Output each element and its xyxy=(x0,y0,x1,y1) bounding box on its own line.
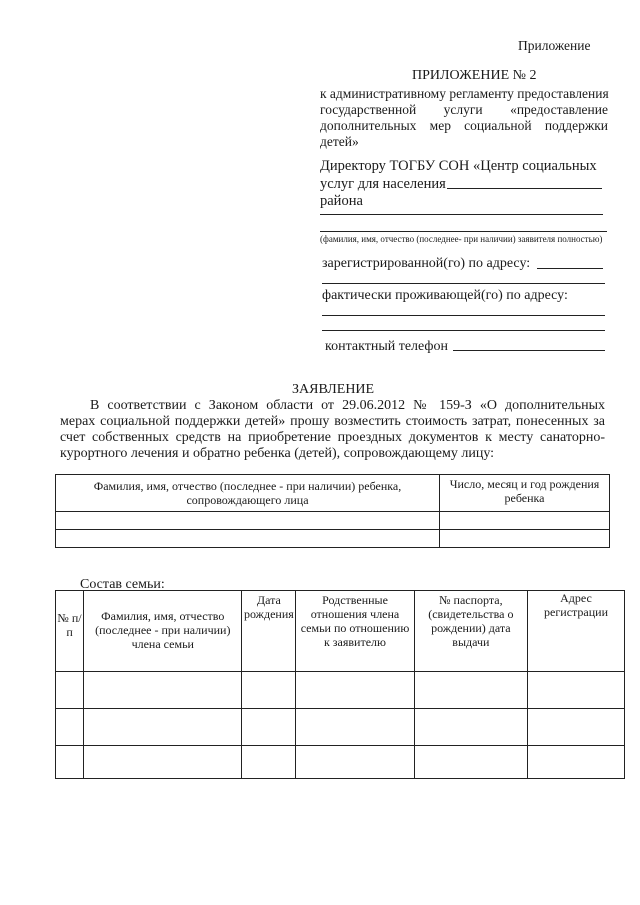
table-row xyxy=(56,512,610,530)
column-header: Число, месяц и год рождения ребенка xyxy=(440,475,610,512)
regulation-line: дополнительных мер социальной поддержки xyxy=(320,118,608,133)
table-cell[interactable] xyxy=(296,672,414,709)
regulation-line: детей» xyxy=(320,134,359,149)
actual-address-line[interactable] xyxy=(322,330,605,331)
applicant-name-line[interactable] xyxy=(320,214,603,215)
table-cell[interactable] xyxy=(56,512,440,530)
registered-address-label: зарегистрированной(го) по адресу: xyxy=(322,256,531,271)
column-header: № п/п xyxy=(56,591,84,672)
registered-address-line[interactable] xyxy=(322,283,605,284)
table-cell[interactable] xyxy=(242,746,296,779)
table-row xyxy=(56,530,610,548)
statement-body xyxy=(60,398,605,462)
name-caption: (фамилия, имя, отчество (последнее- при наличии) заявителя полностью) xyxy=(320,234,603,244)
addressee-line: Директору ТОГБУ СОН «Центр социальных xyxy=(320,158,597,174)
table-cell[interactable] xyxy=(84,672,242,709)
district-blank-line[interactable] xyxy=(447,188,602,189)
regulation-reference xyxy=(320,86,608,150)
table-cell[interactable] xyxy=(56,672,84,709)
table-cell[interactable] xyxy=(296,746,414,779)
table-cell[interactable] xyxy=(528,709,625,746)
table-cell[interactable] xyxy=(242,672,296,709)
family-table xyxy=(55,590,625,779)
statement-line: счет собственных средств на приобретение проездных документов к месту санаторно- xyxy=(60,430,605,445)
column-header: Адрес регистрации xyxy=(528,591,625,672)
appendix-title: ПРИЛОЖЕНИЕ № 2 xyxy=(412,68,537,83)
addressee-line: района xyxy=(320,193,363,209)
table-cell[interactable] xyxy=(528,746,625,779)
table-cell[interactable] xyxy=(414,672,527,709)
table-cell[interactable] xyxy=(528,672,625,709)
column-header: Фамилия, имя, отчество (последнее - при наличии) члена семьи xyxy=(84,591,242,672)
table-cell[interactable] xyxy=(56,530,440,548)
table-cell[interactable] xyxy=(440,512,610,530)
column-header: № паспорта, (свидетельства о рождении) дата выдачи xyxy=(414,591,527,672)
table-cell[interactable] xyxy=(296,709,414,746)
table-cell[interactable] xyxy=(56,709,84,746)
applicant-name-line[interactable] xyxy=(320,231,607,232)
family-label: Состав семьи: xyxy=(80,577,165,592)
table-cell[interactable] xyxy=(84,746,242,779)
table-cell[interactable] xyxy=(440,530,610,548)
statement-line: курортного лечения и обратно ребенка (детей), сопровождающему лицу: xyxy=(60,446,495,461)
child-table xyxy=(55,474,610,548)
statement-line: мерах социальной поддержки детей» прошу возместить стоимость затрат, понесенных за xyxy=(60,414,605,429)
appendix-corner-label: Приложение xyxy=(518,38,591,53)
regulation-line: к административному регламенту предоставления xyxy=(320,86,609,101)
table-cell[interactable] xyxy=(414,746,527,779)
table-cell[interactable] xyxy=(242,709,296,746)
statement-heading: ЗАЯВЛЕНИЕ xyxy=(292,382,375,397)
column-header: Родственные отношения члена семьи по отношению к заявителю xyxy=(296,591,414,672)
table-cell[interactable] xyxy=(56,746,84,779)
addressee-line: услуг для населения xyxy=(320,176,446,192)
actual-address-line[interactable] xyxy=(322,315,605,316)
table-cell[interactable] xyxy=(84,709,242,746)
table-row xyxy=(56,672,625,709)
table-row xyxy=(56,709,625,746)
table-row xyxy=(56,746,625,779)
table-cell[interactable] xyxy=(414,709,527,746)
registered-address-line[interactable] xyxy=(537,268,603,269)
statement-line: В соответствии с Законом области от 29.06.2012 № 159-З «О дополнительных xyxy=(90,398,605,413)
table-header-row xyxy=(56,475,610,512)
table-header-row xyxy=(56,591,625,672)
actual-address-label: фактически проживающей(го) по адресу: xyxy=(322,288,568,303)
phone-line[interactable] xyxy=(453,350,605,351)
column-header: Дата рождения xyxy=(242,591,296,672)
column-header: Фамилия, имя, отчество (последнее - при наличии) ребенка, сопровождающего лица xyxy=(56,475,440,512)
phone-label: контактный телефон xyxy=(325,339,448,354)
regulation-line: государственной услуги «предоставление xyxy=(320,102,608,117)
